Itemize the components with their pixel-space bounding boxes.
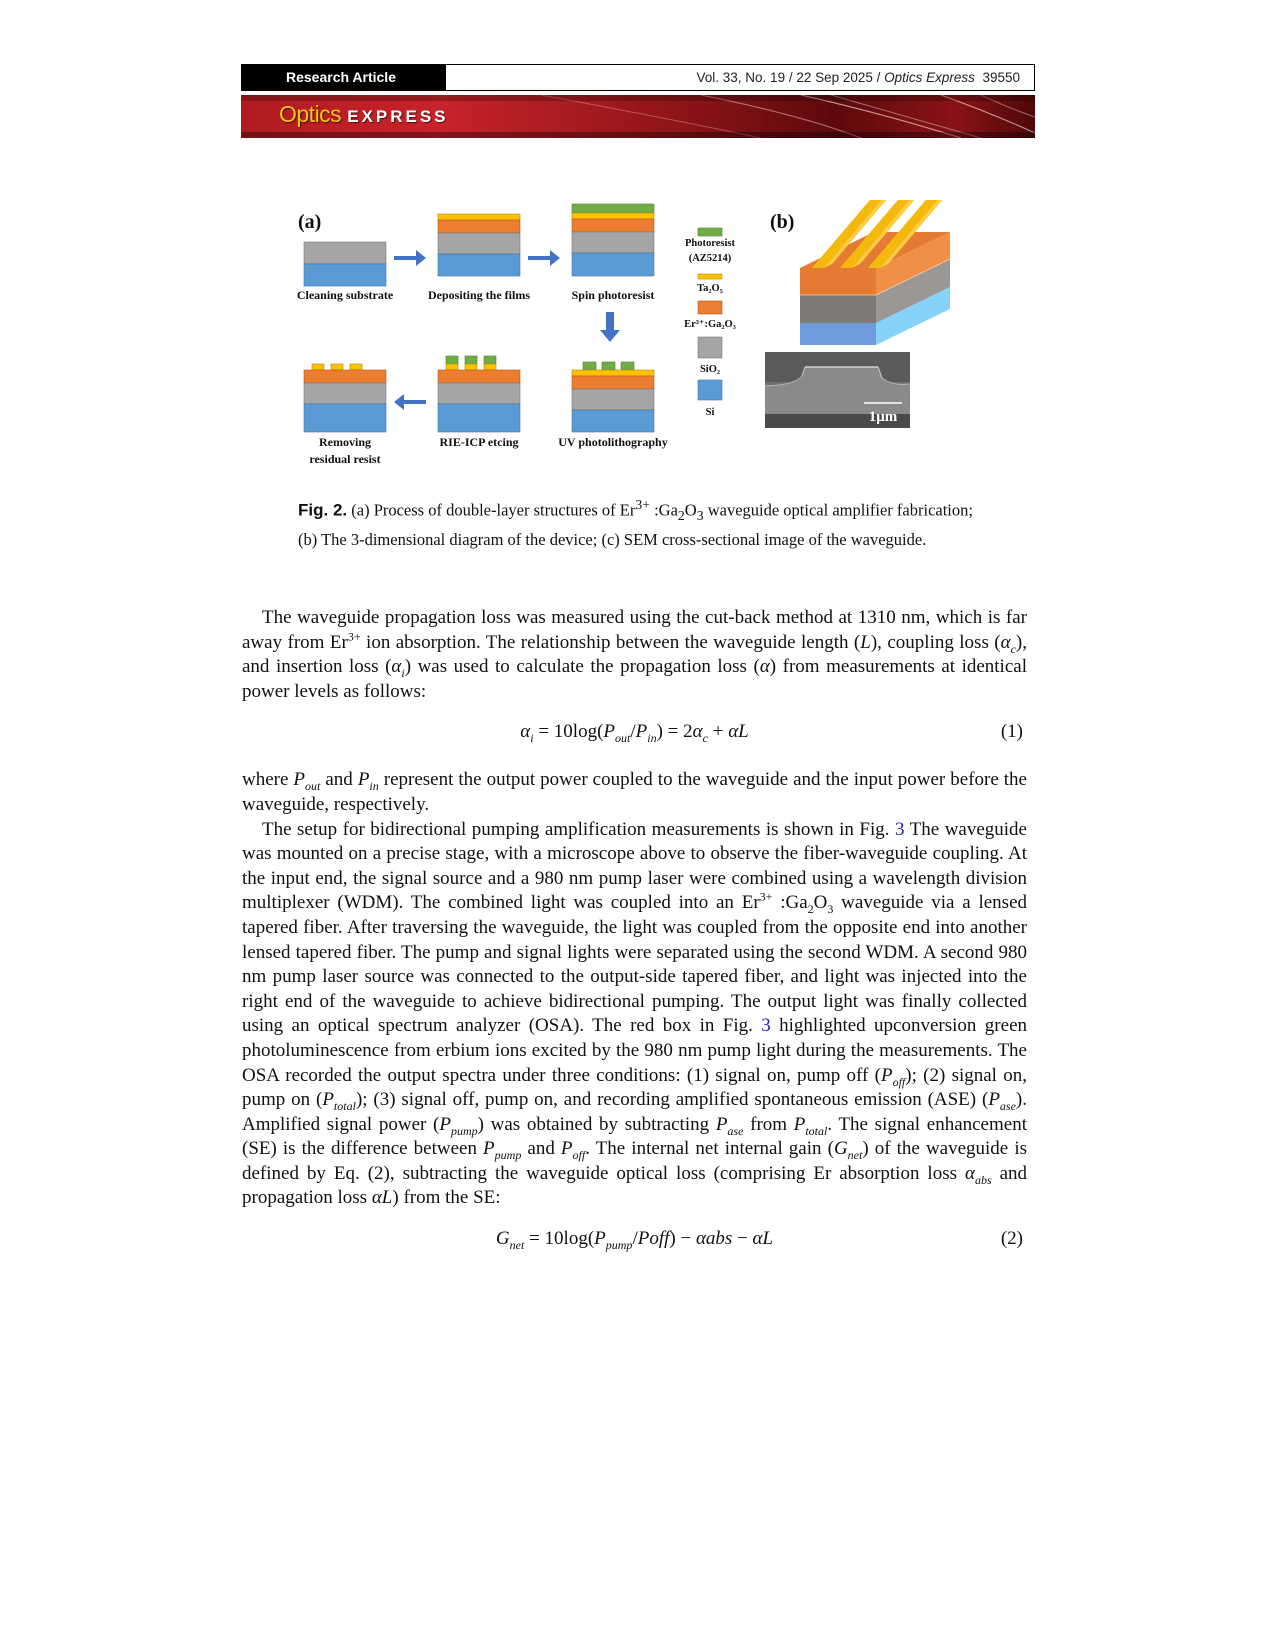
- step-label-cleaning: Cleaning substrate: [296, 288, 394, 302]
- caption-text: waveguide optical amplifier fabrication; (b) The 3-dimensional diagram of the device; (c) SEM cross-sectional image of the waveguide.: [298, 500, 973, 549]
- citation: [446, 65, 1034, 90]
- step-label-removing: Removing: [319, 435, 371, 449]
- caption-sub: 3: [696, 507, 704, 523]
- arrow-left-icon: [394, 394, 426, 410]
- caption-text: O: [684, 500, 697, 520]
- arrow-down-icon: [600, 312, 620, 342]
- journal-header-bar: [241, 64, 1035, 91]
- step-uv-photolithography: [572, 362, 654, 432]
- caption-text: :Ga: [649, 500, 678, 520]
- step-label-rie: RIE-ICP etcing: [439, 435, 519, 449]
- article-type-label: Research Article: [242, 65, 446, 90]
- step-spin-photoresist: [572, 204, 654, 276]
- caption-sup: 3+: [635, 497, 650, 512]
- figure-2-diagram: [280, 200, 970, 480]
- paragraph-where: where $P_{out}$ and $P_{in}$ represent the output power coupled to the waveguide and the input power before the waveguide, respectively.: [242, 769, 1027, 815]
- equation-2: [242, 1217, 1027, 1265]
- step-cleaning-substrate: [304, 242, 386, 286]
- equation-2-body: $G_{net}$ = $10\log(P_{pump}/Poff) - \alpha abs - \alpha L$: [495, 1228, 774, 1252]
- figure-2: [280, 200, 970, 480]
- legend-label-si: Si: [705, 407, 715, 418]
- legend-swatch-si: [698, 380, 722, 400]
- citation-prefix: Vol. 33, No. 19 / 22 Sep 2025 /: [696, 70, 885, 85]
- equation-1-body: $\alpha_i = 10\log(P_{out}/P_{in}) = 2\alpha_c + \alpha L$: [520, 721, 749, 746]
- material-legend: [684, 228, 736, 418]
- equation-1-number: (1): [1000, 721, 1023, 743]
- equation-1: [242, 710, 1027, 758]
- article-body: [242, 606, 1027, 1275]
- paragraph-setup: The setup for bidirectional pumping amplification measurements is shown in Fig. 3 The waveguide was mounted on a precise stage, with a microscope above to observe the fiber-waveguide coupling. At the input end, the signal source and a 980 nm pump laser were combined using a wavelength division multiplexer (WDM). The combined light was coupled into an $Er^{3+}$ $:Ga_2O_3$ waveguide via a lensed tapered fiber. After traversing the waveguide, the light was coupled from the opposite end into another lensed tapered fiber. The pump and signal lights were separated using the second WDM. A second 980 nm pump laser source was connected to the output-side tapered fiber, and light was injected into the right end of the waveguide to achieve bidirectional pumping. The output light was finally collected using an optical spectrum analyzer (OSA). The red box in Fig. 3 highlighted upconversion green photoluminescence from erbium ions excited by the 980 nm pump light during the measurements. The OSA recorded the output spectra under three conditions: (1) signal on, pump off $(P_{off})$; (2) signal on, pump on $(P_{total})$; (3) signal off, pump on, and recording amplified spontaneous emission (ASE) $(P_{ase})$. Amplified signal power $(P_{pump})$ was obtained by subtracting $P_{ase}$ from $P_{total}$. The signal enhancement (SE) is the difference between $P_{pump}$ and $P_{off}$. The internal net internal gain $(G_{net})$ of the waveguide is defined by Eq. (2), subtracting the waveguide optical loss (comprising Er absorption loss $\alpha_{abs}$ and propagation loss αL) from the SE:: [242, 818, 1028, 1209]
- step-depositing-films: [438, 214, 520, 276]
- paragraph-propagation-loss: The waveguide propagation loss was measured using the cut-back method at 1310 nm, which is far away from $Er^{3+}$ ion absorption. The relationship between the waveguide length (L), coupling loss $(\alpha_c)$, and insertion loss $(\alpha_i)$ was used to calculate the propagation loss (α) from measurements at identical power levels as follows:: [242, 607, 1027, 702]
- page-number: 39550: [982, 70, 1020, 85]
- journal-banner: [241, 95, 1035, 138]
- step-label-uv: UV photolithography: [558, 435, 668, 449]
- legend-label-er-ga2o3: Er³⁺:Ga₂O₃: [684, 319, 736, 330]
- panel-a-label: (a): [298, 211, 322, 233]
- step-removing-resist: [304, 364, 386, 432]
- step-label-residual: residual resist: [309, 452, 381, 466]
- logo-express: EXPRESS: [347, 107, 449, 126]
- step-label-spin: Spin photoresist: [571, 288, 655, 302]
- device-3d-diagram: [800, 200, 956, 345]
- legend-swatch-sio2: [698, 337, 722, 358]
- caption-sub: 2: [677, 507, 685, 523]
- figure-3-link[interactable]: 3: [761, 1015, 771, 1037]
- panel-b-label: (b): [770, 211, 795, 233]
- figure-3-link[interactable]: 3: [895, 818, 905, 840]
- step-rie-icp-etching: [438, 356, 520, 432]
- legend-label-photoresist-sub: (AZ5214): [688, 253, 732, 264]
- legend-label-sio2: SiO₂: [699, 364, 721, 375]
- legend-swatch-ta2o5: [698, 274, 722, 279]
- legend-swatch-photoresist: [698, 228, 722, 236]
- caption-text: (a) Process of double-layer structures of Er: [347, 500, 636, 520]
- arrow-right-icon: [528, 250, 560, 266]
- equation-2-number: (2): [1000, 1228, 1023, 1250]
- step-label-depositing: Depositing the films: [428, 288, 530, 302]
- legend-label-ta2o5: Ta₂O₅: [697, 283, 723, 294]
- caption-label: Fig. 2.: [298, 500, 348, 520]
- figure-caption: [298, 493, 978, 552]
- legend-label-photoresist: Photoresist: [685, 238, 735, 249]
- arrow-right-icon: [394, 250, 426, 266]
- scale-bar-label: 1μm: [868, 409, 898, 425]
- journal-logo: [279, 101, 449, 128]
- logo-optics: Optics: [279, 101, 342, 127]
- sem-image: [765, 352, 910, 428]
- citation-journal: Optics Express: [884, 70, 975, 85]
- legend-swatch-er-ga2o3: [698, 301, 722, 314]
